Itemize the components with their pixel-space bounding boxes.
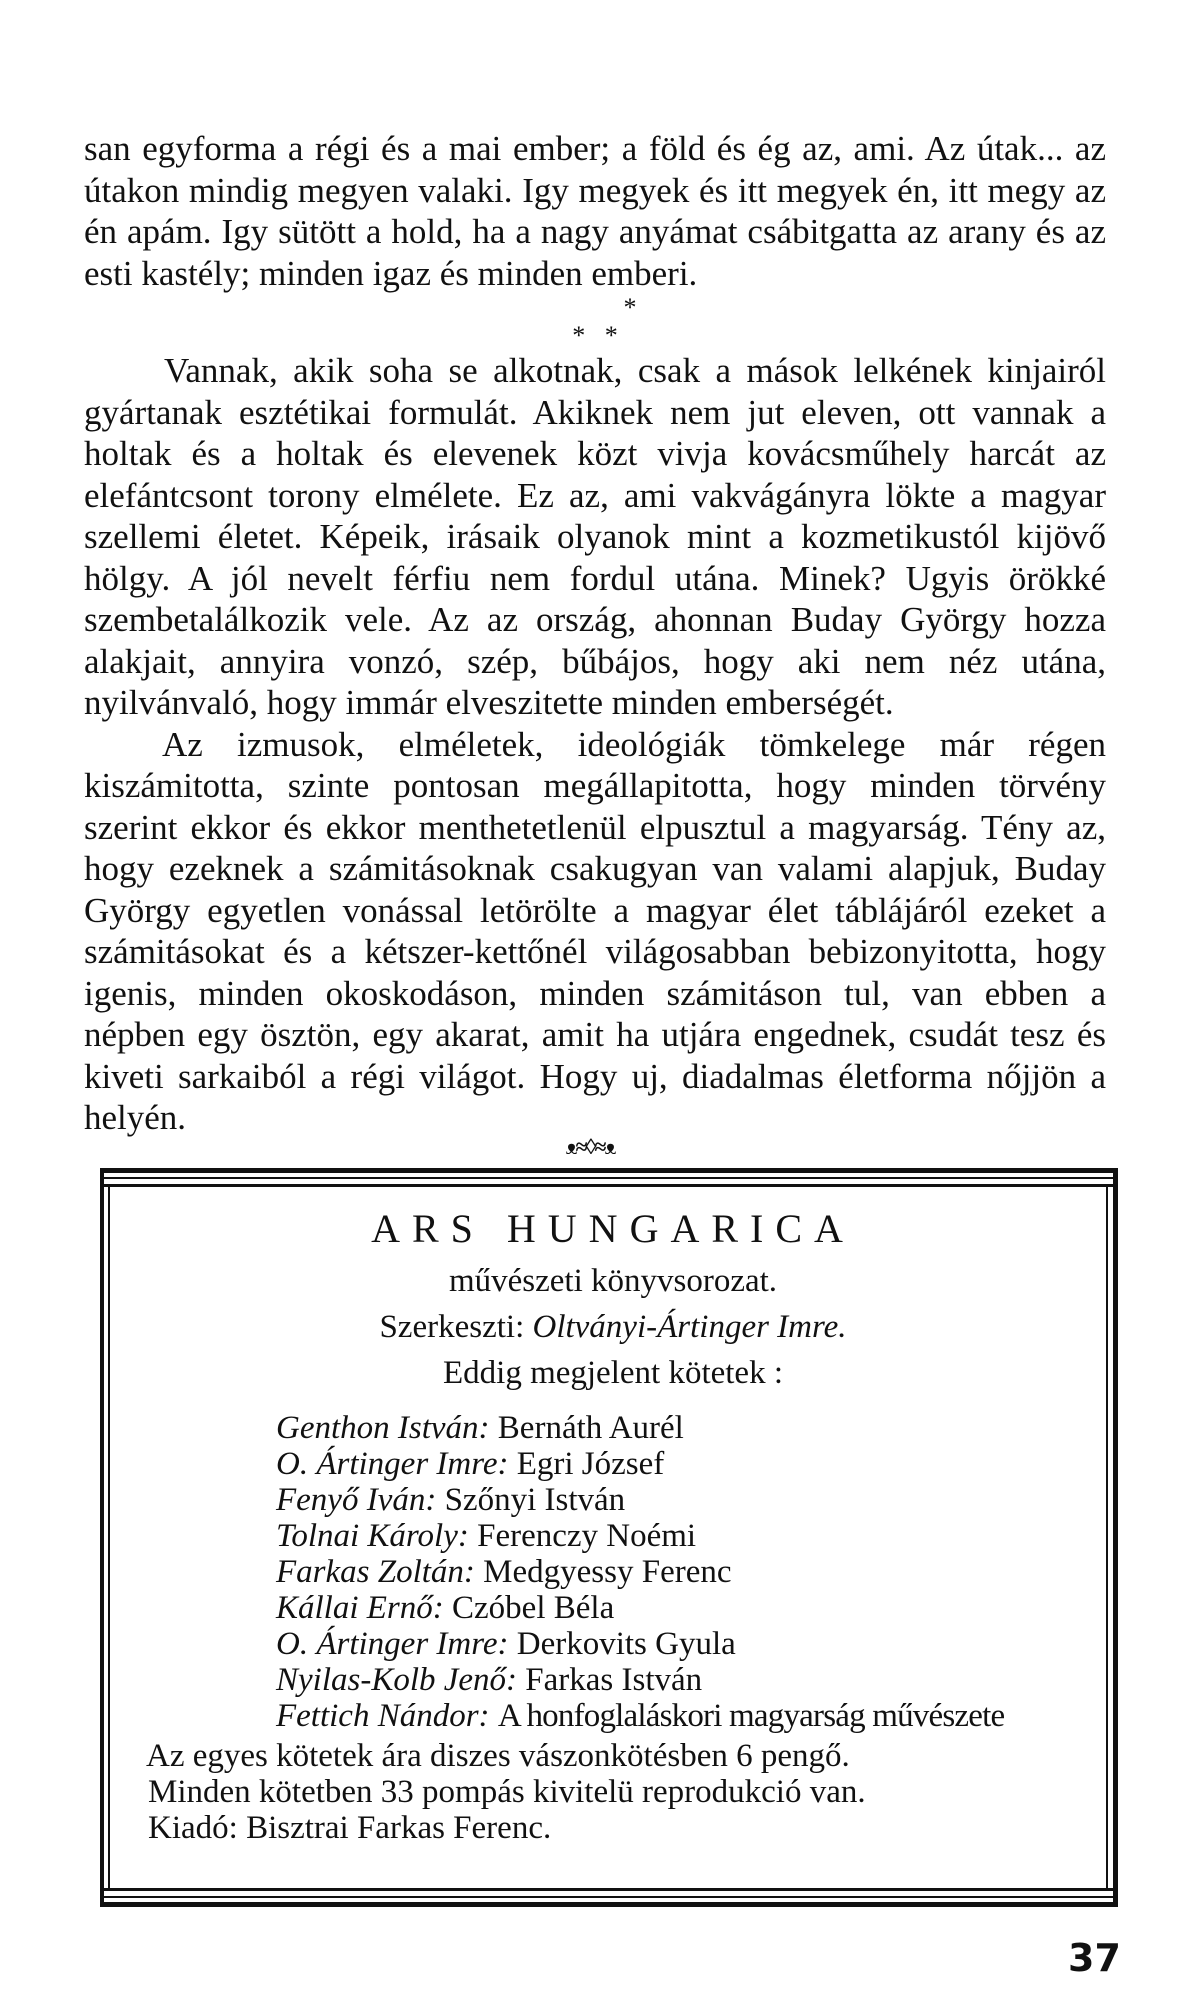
frame-left-rule-outer bbox=[100, 1168, 104, 1907]
frame-right-rule-outer bbox=[1113, 1168, 1118, 1907]
volume-title: Czóbel Béla bbox=[452, 1590, 615, 1626]
volume-title: Derkovits Gyula bbox=[516, 1626, 736, 1662]
series-subtitle: művészeti könyvsorozat. bbox=[448, 1263, 778, 1299]
price-line: Az egyes kötetek ára diszes vászonkötésben 6 pengő. bbox=[146, 1738, 850, 1774]
volume-title: Bernáth Aurél bbox=[497, 1410, 684, 1446]
page-number: 37 bbox=[1068, 1936, 1121, 1980]
list-item bbox=[276, 1698, 1078, 1734]
paragraph-3: Az izmusok, elméletek, ideológiák tömkelege már régen kiszámitotta, szinte pontosan megállapitotta, hogy minden törvény szerint ekkor és ekkor menthetetlenül elpusztul a magyarság. Tény az, hogy ezeknek a számitásoknak csakugyan van valami alapjuk, Buday György egyetlen vonással letörölte a magyar élet táblájáról ezeket a számitásokat és a kétszer-kettőnél világosabban bebizonyitotta, hogy igenis, minden okoskodáson, minden számitáson tul, van ebben a népben egy ösztön, egy akarat, amit ha utjára engednek, csudát tesz és kiveti sarkaiból a régi világot. Hogy uj, diadalmas életforma nőjjön a helyén. bbox=[84, 724, 1106, 1137]
list-item bbox=[276, 1518, 1078, 1554]
editor-label: Szerkeszti: bbox=[379, 1309, 525, 1345]
advert-content bbox=[148, 1206, 1078, 1846]
list-item bbox=[276, 1554, 1078, 1590]
editor-line bbox=[148, 1304, 1078, 1350]
volume-title: Medgyessy Ferenc bbox=[483, 1554, 732, 1590]
volume-title: Szőnyi István bbox=[444, 1482, 626, 1518]
frame-top-rule-thin bbox=[100, 1177, 1118, 1179]
volume-title: Ferenczy Noémi bbox=[477, 1518, 697, 1554]
volume-author: Fettich Nándor: bbox=[276, 1698, 490, 1734]
frame-top-rule-thick bbox=[100, 1168, 1118, 1173]
list-item bbox=[276, 1482, 1078, 1518]
frame-bottom-rule-thin bbox=[100, 1896, 1118, 1898]
published-label: Eddig megjelent kötetek : bbox=[443, 1355, 783, 1391]
frame-bottom-rule-thick bbox=[100, 1902, 1118, 1907]
section-separator bbox=[84, 294, 1106, 350]
volume-title: A honfoglaláskori magyarság művészete bbox=[497, 1698, 1005, 1734]
article-body bbox=[84, 128, 1106, 1139]
reproduction-line: Minden kötetben 33 pompás kivitelü reprodukció van. bbox=[148, 1774, 866, 1810]
volume-author: O. Ártinger Imre: bbox=[276, 1626, 509, 1662]
ornament-divider: ᴥ≈◊≈ᴥ bbox=[565, 1134, 615, 1159]
list-item bbox=[276, 1410, 1078, 1446]
list-item bbox=[276, 1662, 1078, 1698]
volume-title: Farkas István bbox=[525, 1662, 703, 1698]
separator-stars-bottom: * * bbox=[572, 321, 618, 350]
separator-star-top: * bbox=[623, 293, 637, 322]
volume-author: Farkas Zoltán: bbox=[276, 1554, 475, 1590]
frame-bottom-rule-inner bbox=[100, 1888, 1118, 1891]
series-title: ARS HUNGARICA bbox=[371, 1206, 855, 1251]
paragraph-1: san egyforma a régi és a mai ember; a föld és ég az, ami. Az útak... az útakon mindig megyen valaki. Igy megyek és itt megyek én, itt megy az én apám. Igy sütött a hold, ha a nagy anyámat csábitgatta az arany és az esti kastély; minden igaz és minden emberi. bbox=[84, 129, 1106, 293]
editor-name: Oltványi-Ártinger Imre. bbox=[532, 1309, 847, 1345]
frame-top-rule-inner bbox=[100, 1184, 1118, 1187]
volume-author: Nyilas-Kolb Jenő: bbox=[276, 1662, 518, 1698]
frame-left-rule-inner bbox=[108, 1184, 110, 1891]
paragraph-2: Vannak, akik soha se alkotnak, csak a mások lelkének kinjairól gyártanak esztétikai formulát. Akiknek nem jut eleven, ott vannak a holtak és a holtak és elevenek közt vivja kovácsműhely harcát az elefántcsont torony elmélete. Ez az, ami vakvágányra lökte a magyar szellemi életet. Képeik, irásaik olyanok mint a kozmetikustól kijövő hölgy. A jól nevelt férfiu nem fordul utána. Minek? Ugyis örökké szembetalálkozik vele. Az az ország, ahonnan Buday György hozza alakjait, annyira vonzó, szép, bűbájos, hogy aki nem néz utána, nyilvánvaló, hogy immár elveszitette minden emberségét. bbox=[84, 351, 1106, 722]
frame-right-rule-inner bbox=[1106, 1184, 1108, 1891]
list-item bbox=[276, 1590, 1078, 1626]
list-item bbox=[276, 1626, 1078, 1662]
volume-author: Tolnai Károly: bbox=[276, 1518, 469, 1554]
publisher-line: Kiadó: Bisztrai Farkas Ferenc. bbox=[148, 1810, 552, 1846]
volume-title: Egri József bbox=[516, 1446, 665, 1482]
volume-author: O. Ártinger Imre: bbox=[276, 1446, 509, 1482]
list-item bbox=[276, 1446, 1078, 1482]
volume-author: Kállai Ernő: bbox=[276, 1590, 444, 1626]
volume-author: Fenyő Iván: bbox=[276, 1482, 437, 1518]
volume-author: Genthon István: bbox=[276, 1410, 490, 1446]
volume-list bbox=[276, 1410, 1078, 1734]
